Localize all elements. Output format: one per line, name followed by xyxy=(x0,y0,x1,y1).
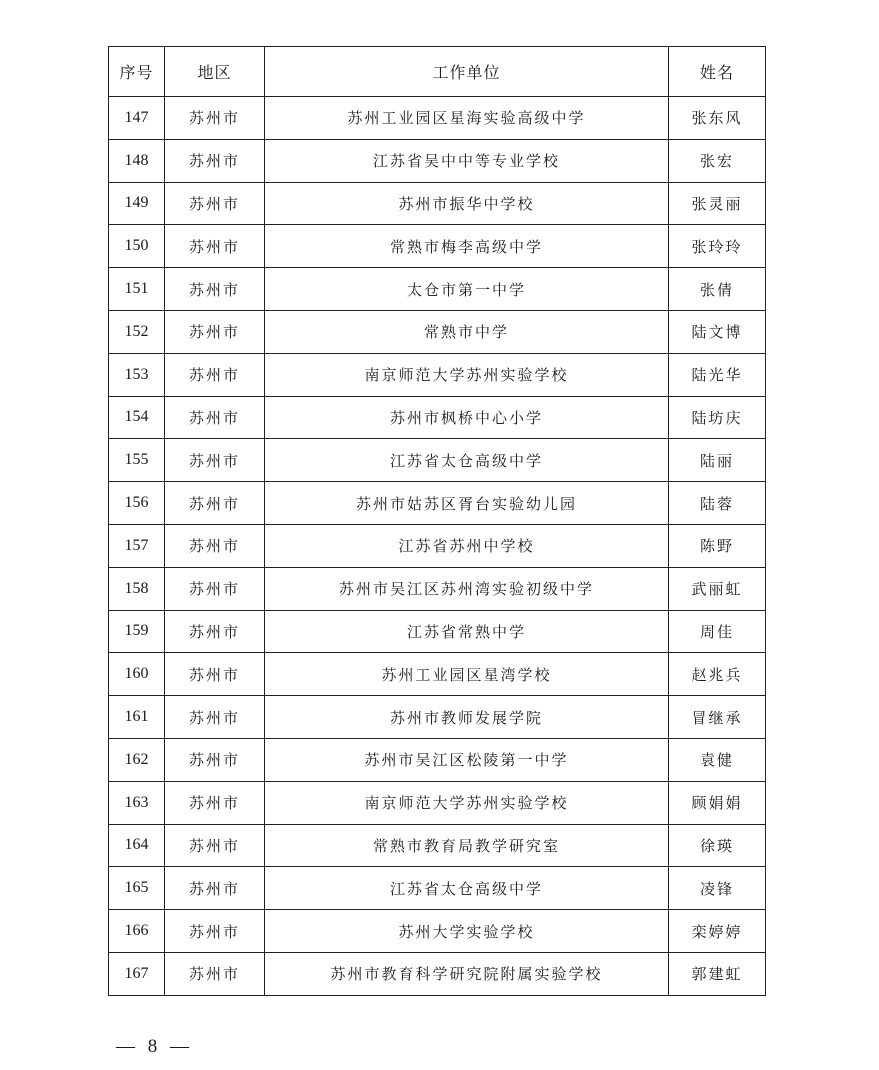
table-row xyxy=(109,952,766,995)
roster-table-container xyxy=(108,46,765,996)
cell-unit: 苏州市教师发展学院 xyxy=(265,696,669,739)
cell-region: 苏州市 xyxy=(165,182,265,225)
cell-index: 155 xyxy=(109,439,165,482)
table-body xyxy=(109,97,766,996)
cell-name: 张灵丽 xyxy=(669,182,766,225)
cell-name: 顾娟娟 xyxy=(669,781,766,824)
cell-unit: 江苏省吴中中等专业学校 xyxy=(265,139,669,182)
table-row xyxy=(109,524,766,567)
cell-index: 161 xyxy=(109,696,165,739)
table-row xyxy=(109,268,766,311)
cell-index: 149 xyxy=(109,182,165,225)
table-row xyxy=(109,439,766,482)
table-header-row xyxy=(109,47,766,97)
cell-region: 苏州市 xyxy=(165,567,265,610)
cell-unit: 苏州市吴江区松陵第一中学 xyxy=(265,738,669,781)
cell-unit: 江苏省苏州中学校 xyxy=(265,524,669,567)
cell-name: 陆丽 xyxy=(669,439,766,482)
cell-unit: 苏州大学实验学校 xyxy=(265,910,669,953)
table-row xyxy=(109,482,766,525)
roster-table xyxy=(108,46,766,996)
cell-index: 167 xyxy=(109,952,165,995)
cell-unit: 苏州市振华中学校 xyxy=(265,182,669,225)
cell-index: 166 xyxy=(109,910,165,953)
cell-region: 苏州市 xyxy=(165,867,265,910)
cell-region: 苏州市 xyxy=(165,524,265,567)
cell-unit: 江苏省太仓高级中学 xyxy=(265,439,669,482)
cell-region: 苏州市 xyxy=(165,952,265,995)
cell-index: 151 xyxy=(109,268,165,311)
cell-name: 郭建虹 xyxy=(669,952,766,995)
header-region: 地区 xyxy=(165,47,265,97)
table-row xyxy=(109,182,766,225)
cell-region: 苏州市 xyxy=(165,439,265,482)
cell-name: 陈野 xyxy=(669,524,766,567)
table-row xyxy=(109,97,766,140)
cell-region: 苏州市 xyxy=(165,696,265,739)
cell-unit: 太仓市第一中学 xyxy=(265,268,669,311)
cell-region: 苏州市 xyxy=(165,268,265,311)
cell-index: 154 xyxy=(109,396,165,439)
cell-unit: 江苏省太仓高级中学 xyxy=(265,867,669,910)
cell-index: 148 xyxy=(109,139,165,182)
cell-region: 苏州市 xyxy=(165,482,265,525)
cell-name: 周佳 xyxy=(669,610,766,653)
cell-index: 153 xyxy=(109,353,165,396)
table-row xyxy=(109,225,766,268)
cell-name: 袁健 xyxy=(669,738,766,781)
table-row xyxy=(109,824,766,867)
cell-unit: 南京师范大学苏州实验学校 xyxy=(265,353,669,396)
cell-name: 赵兆兵 xyxy=(669,653,766,696)
header-index: 序号 xyxy=(109,47,165,97)
cell-region: 苏州市 xyxy=(165,738,265,781)
cell-name: 凌锋 xyxy=(669,867,766,910)
table-row xyxy=(109,396,766,439)
cell-name: 陆文博 xyxy=(669,310,766,353)
cell-index: 156 xyxy=(109,482,165,525)
cell-region: 苏州市 xyxy=(165,610,265,653)
cell-unit: 苏州市吴江区苏州湾实验初级中学 xyxy=(265,567,669,610)
table-row xyxy=(109,910,766,953)
table-row xyxy=(109,738,766,781)
cell-name: 陆蓉 xyxy=(669,482,766,525)
cell-region: 苏州市 xyxy=(165,97,265,140)
cell-region: 苏州市 xyxy=(165,781,265,824)
cell-name: 栾婷婷 xyxy=(669,910,766,953)
page-number: — 8 — xyxy=(116,1036,193,1057)
table-row xyxy=(109,139,766,182)
cell-index: 163 xyxy=(109,781,165,824)
header-name: 姓名 xyxy=(669,47,766,97)
table-row xyxy=(109,567,766,610)
cell-unit: 常熟市教育局教学研究室 xyxy=(265,824,669,867)
cell-index: 165 xyxy=(109,867,165,910)
table-row xyxy=(109,867,766,910)
cell-region: 苏州市 xyxy=(165,310,265,353)
cell-index: 160 xyxy=(109,653,165,696)
table-row xyxy=(109,696,766,739)
cell-region: 苏州市 xyxy=(165,139,265,182)
table-row xyxy=(109,653,766,696)
table-row xyxy=(109,781,766,824)
cell-index: 150 xyxy=(109,225,165,268)
cell-region: 苏州市 xyxy=(165,910,265,953)
cell-region: 苏州市 xyxy=(165,353,265,396)
table-row xyxy=(109,610,766,653)
cell-region: 苏州市 xyxy=(165,225,265,268)
cell-name: 张倩 xyxy=(669,268,766,311)
cell-unit: 苏州市枫桥中心小学 xyxy=(265,396,669,439)
cell-index: 164 xyxy=(109,824,165,867)
cell-unit: 苏州工业园区星湾学校 xyxy=(265,653,669,696)
cell-region: 苏州市 xyxy=(165,653,265,696)
cell-name: 陆坊庆 xyxy=(669,396,766,439)
cell-unit: 南京师范大学苏州实验学校 xyxy=(265,781,669,824)
cell-unit: 常熟市梅李高级中学 xyxy=(265,225,669,268)
cell-name: 武丽虹 xyxy=(669,567,766,610)
table-row xyxy=(109,310,766,353)
cell-region: 苏州市 xyxy=(165,396,265,439)
cell-index: 159 xyxy=(109,610,165,653)
cell-unit: 江苏省常熟中学 xyxy=(265,610,669,653)
cell-index: 162 xyxy=(109,738,165,781)
cell-index: 158 xyxy=(109,567,165,610)
cell-region: 苏州市 xyxy=(165,824,265,867)
cell-name: 张东风 xyxy=(669,97,766,140)
cell-name: 张宏 xyxy=(669,139,766,182)
cell-unit: 苏州市教育科学研究院附属实验学校 xyxy=(265,952,669,995)
cell-unit: 苏州市姑苏区胥台实验幼儿园 xyxy=(265,482,669,525)
cell-unit: 苏州工业园区星海实验高级中学 xyxy=(265,97,669,140)
table-row xyxy=(109,353,766,396)
cell-index: 152 xyxy=(109,310,165,353)
cell-name: 陆光华 xyxy=(669,353,766,396)
cell-unit: 常熟市中学 xyxy=(265,310,669,353)
cell-index: 157 xyxy=(109,524,165,567)
cell-name: 张玲玲 xyxy=(669,225,766,268)
cell-name: 冒继承 xyxy=(669,696,766,739)
cell-name: 徐瑛 xyxy=(669,824,766,867)
header-unit: 工作单位 xyxy=(265,47,669,97)
cell-index: 147 xyxy=(109,97,165,140)
